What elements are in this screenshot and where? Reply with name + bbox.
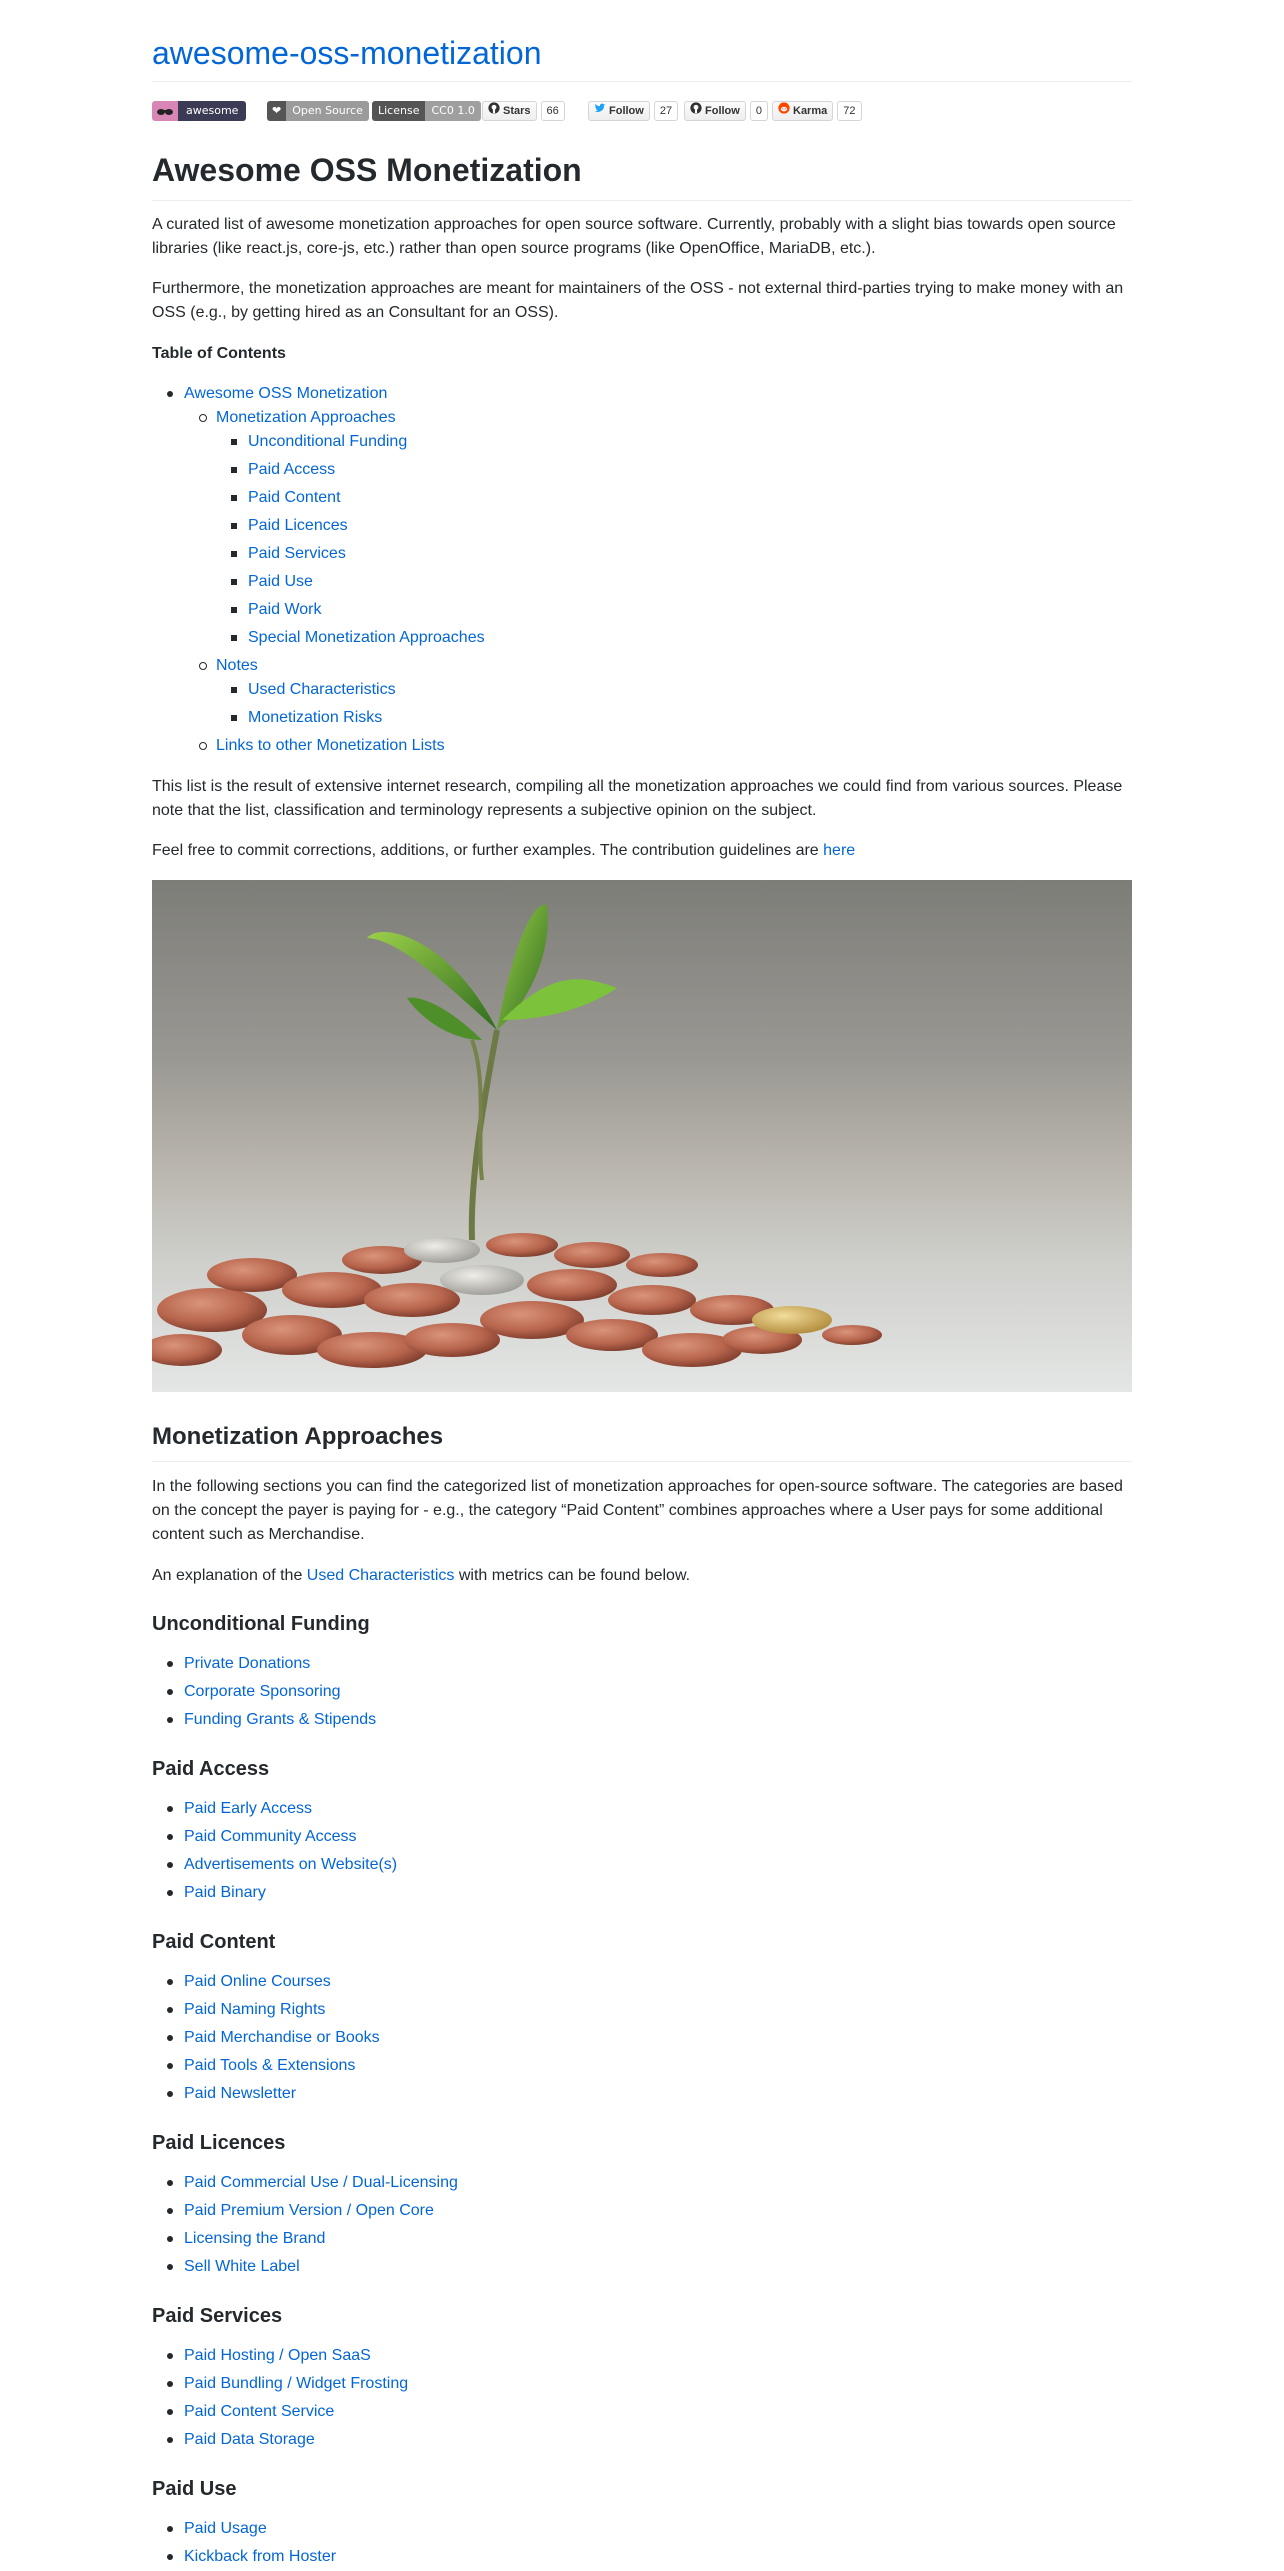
- list-item: [184, 2253, 458, 2281]
- toc-level-2-links: [216, 732, 445, 760]
- list-item: [184, 1706, 376, 1734]
- list-item: [184, 1968, 380, 1996]
- toc-link-approaches[interactable]: Monetization Approaches: [216, 409, 396, 426]
- used-characteristics-link[interactable]: Used Characteristics: [306, 1567, 455, 1584]
- list-item: [184, 1795, 397, 1823]
- list-item: [184, 2543, 336, 2571]
- list-item: [184, 2515, 336, 2543]
- twitter-follow-count[interactable]: 27: [654, 101, 678, 121]
- toc-link-root[interactable]: Awesome OSS Monetization: [184, 385, 388, 402]
- list-item: [184, 1851, 397, 1879]
- section-heading-approaches: Monetization Approaches: [152, 1422, 1132, 1462]
- link-paid-premium-version[interactable]: Paid Premium Version / Open Core: [184, 2202, 434, 2219]
- toc-link-notes[interactable]: Notes: [216, 657, 258, 674]
- reddit-karma-widget: [772, 101, 862, 121]
- link-paid-data-storage[interactable]: Paid Data Storage: [184, 2431, 315, 2448]
- list-item: [184, 2052, 380, 2080]
- list-item: [184, 1678, 376, 1706]
- hero-image-plant-coins: [152, 880, 1132, 1392]
- open-source-badge-label: Open Source: [286, 101, 369, 121]
- toc-link-special-approaches[interactable]: Special Monetization Approaches: [248, 629, 485, 646]
- toc-link-paid-work[interactable]: Paid Work: [248, 601, 322, 618]
- toc-item: [248, 540, 485, 568]
- link-sell-white-label[interactable]: Sell White Label: [184, 2258, 300, 2275]
- contribution-guidelines-link[interactable]: here: [823, 842, 856, 859]
- github-stars-label: Stars: [503, 105, 531, 117]
- approaches-explanation: [152, 1564, 1132, 1588]
- toc-item-links: [216, 732, 445, 760]
- link-paid-merchandise[interactable]: Paid Merchandise or Books: [184, 2029, 380, 2046]
- link-advertisements[interactable]: Advertisements on Website(s): [184, 1856, 398, 1873]
- github-follow-count[interactable]: 0: [750, 101, 768, 121]
- list-item: [184, 1650, 376, 1678]
- toc-item: [248, 428, 485, 456]
- list-paid-access: [184, 1795, 397, 1907]
- toc-level-3-notes: [248, 676, 396, 732]
- link-paid-usage[interactable]: Paid Usage: [184, 2520, 267, 2537]
- awesome-badge-label: awesome: [178, 101, 246, 121]
- list-unconditional-funding: [184, 1650, 376, 1734]
- link-paid-early-access[interactable]: Paid Early Access: [184, 1800, 313, 1817]
- intro-paragraph-2: Furthermore, the monetization approaches are meant for maintainers of the OSS - not external third-parties trying to make money with an OSS (e.g., by getting hired as an Consultant for an OSS).: [152, 280, 1124, 321]
- section-heading-paid-use: Paid Use: [152, 2478, 237, 2500]
- link-kickback-hoster[interactable]: Kickback from Hoster: [184, 2548, 337, 2565]
- list-item: [184, 2225, 458, 2253]
- toc-link-paid-access[interactable]: Paid Access: [248, 461, 336, 478]
- github-icon: [690, 102, 702, 120]
- toc-item: [248, 512, 485, 540]
- list-item: [184, 2426, 408, 2454]
- section-heading-paid-services: Paid Services: [152, 2305, 283, 2327]
- link-paid-commercial-use[interactable]: Paid Commercial Use / Dual-Licensing: [184, 2174, 458, 2191]
- github-follow-button[interactable]: [684, 101, 746, 121]
- list-paid-licences: [184, 2169, 458, 2281]
- toc-item: [248, 704, 396, 732]
- toc-link-monetization-risks[interactable]: Monetization Risks: [248, 709, 383, 726]
- approaches-description: In the following sections you can find the categorized list of monetization approaches for open-source software. The categories are based on the concept the payer is paying for - e.g., the category “Paid Content” combines approaches where a User pays for some additional content such as Merchandise.: [152, 1478, 1123, 1543]
- toc-item: [248, 484, 485, 512]
- license-badge[interactable]: [372, 101, 481, 121]
- list-item: [184, 2197, 458, 2225]
- github-follow-label: Follow: [705, 105, 740, 117]
- badge-row: [152, 97, 1132, 125]
- open-source-badge[interactable]: [267, 101, 369, 121]
- section-heading-unconditional-funding: Unconditional Funding: [152, 1613, 370, 1635]
- toc-item: [248, 456, 485, 484]
- github-stars-button[interactable]: [482, 101, 537, 121]
- link-private-donations[interactable]: Private Donations: [184, 1655, 311, 1672]
- link-funding-grants[interactable]: Funding Grants & Stipends: [184, 1711, 377, 1728]
- toc-item: [248, 624, 485, 652]
- research-paragraph: This list is the result of extensive internet research, compiling all the monetization approaches we could find from various sources. Please note that the list, classification and terminology represents a subjective opinion on the subject.: [152, 778, 1123, 819]
- toc-link-other-lists[interactable]: Links to other Monetization Lists: [216, 737, 445, 754]
- section-heading-paid-licences: Paid Licences: [152, 2132, 286, 2154]
- link-paid-hosting[interactable]: Paid Hosting / Open SaaS: [184, 2347, 371, 2364]
- section-heading-paid-content: Paid Content: [152, 1931, 276, 1953]
- link-paid-community-access[interactable]: Paid Community Access: [184, 1828, 357, 1845]
- toc-link-unconditional-funding[interactable]: Unconditional Funding: [248, 433, 408, 450]
- reddit-karma-label: Karma: [793, 105, 828, 117]
- list-paid-use: [184, 2515, 336, 2571]
- toc-item: [248, 676, 396, 704]
- twitter-icon: [594, 102, 606, 120]
- toc-link-paid-content[interactable]: Paid Content: [248, 489, 341, 506]
- link-paid-online-courses[interactable]: Paid Online Courses: [184, 1973, 331, 1990]
- license-badge-value: CC0 1.0: [425, 101, 480, 121]
- license-badge-label: License: [372, 101, 425, 121]
- reddit-karma-button[interactable]: [772, 101, 833, 121]
- list-item: [184, 2169, 458, 2197]
- heart-icon: ❤: [267, 101, 286, 121]
- toc-link-paid-licences[interactable]: Paid Licences: [248, 517, 348, 534]
- link-paid-content-service[interactable]: Paid Content Service: [184, 2403, 335, 2420]
- toc-level-3-approaches: [248, 428, 485, 652]
- list-item: [184, 2024, 380, 2052]
- link-paid-tools[interactable]: Paid Tools & Extensions: [184, 2057, 356, 2074]
- list-item: [184, 1996, 380, 2024]
- toc-item: [248, 568, 485, 596]
- list-item: [184, 2342, 408, 2370]
- sunglasses-icon: [152, 101, 178, 121]
- github-stars-widget: [482, 101, 565, 121]
- section-heading-paid-access: Paid Access: [152, 1758, 270, 1780]
- link-paid-bundling[interactable]: Paid Bundling / Widget Frosting: [184, 2375, 409, 2392]
- reddit-karma-count[interactable]: 72: [837, 101, 861, 121]
- link-licensing-brand[interactable]: Licensing the Brand: [184, 2230, 326, 2247]
- list-item: [184, 2370, 408, 2398]
- list-item: [184, 1823, 397, 1851]
- awesome-badge[interactable]: [152, 101, 246, 121]
- link-paid-binary[interactable]: Paid Binary: [184, 1884, 266, 1901]
- toc-link-paid-services[interactable]: Paid Services: [248, 545, 346, 562]
- github-follow-widget: [684, 101, 768, 121]
- intro-paragraph-1: A curated list of awesome monetization approaches for open source software. Currently, probably with a slight bias towards open source libraries (like react.js, core-js, etc.) rather than open source programs (like OpenOffice, MariaDB, etc.).: [152, 216, 1116, 257]
- page-title: Awesome OSS Monetization: [152, 150, 1132, 201]
- contribution-paragraph: [152, 839, 1132, 863]
- list-paid-services: [184, 2342, 408, 2454]
- twitter-follow-label: Follow: [609, 105, 644, 117]
- explanation-suffix: with metrics can be found below.: [454, 1567, 691, 1584]
- toc-item: [248, 596, 485, 624]
- explanation-prefix: An explanation of the: [152, 1567, 307, 1584]
- list-item: [184, 1879, 397, 1907]
- toc-title: Table of Contents: [152, 345, 286, 362]
- site-title-link[interactable]: awesome-oss-monetization: [152, 35, 542, 71]
- github-stars-count[interactable]: 66: [541, 101, 565, 121]
- contribution-text: Feel free to commit corrections, additions, or further examples. The contribution guidelines are: [152, 842, 824, 859]
- link-paid-naming-rights[interactable]: Paid Naming Rights: [184, 2001, 326, 2018]
- twitter-follow-widget: [588, 101, 678, 121]
- list-item: [184, 2398, 408, 2426]
- github-icon: [488, 102, 500, 120]
- list-paid-content: [184, 1968, 380, 2108]
- link-corporate-sponsoring[interactable]: Corporate Sponsoring: [184, 1683, 341, 1700]
- reddit-icon: [778, 102, 790, 120]
- twitter-follow-button[interactable]: [588, 101, 650, 121]
- page-container: [152, 0, 1132, 2565]
- site-header: [152, 30, 1132, 82]
- list-item: [184, 2080, 380, 2108]
- toc-link-used-characteristics[interactable]: Used Characteristics: [248, 681, 396, 698]
- link-paid-newsletter[interactable]: Paid Newsletter: [184, 2085, 297, 2102]
- toc-link-paid-use[interactable]: Paid Use: [248, 573, 313, 590]
